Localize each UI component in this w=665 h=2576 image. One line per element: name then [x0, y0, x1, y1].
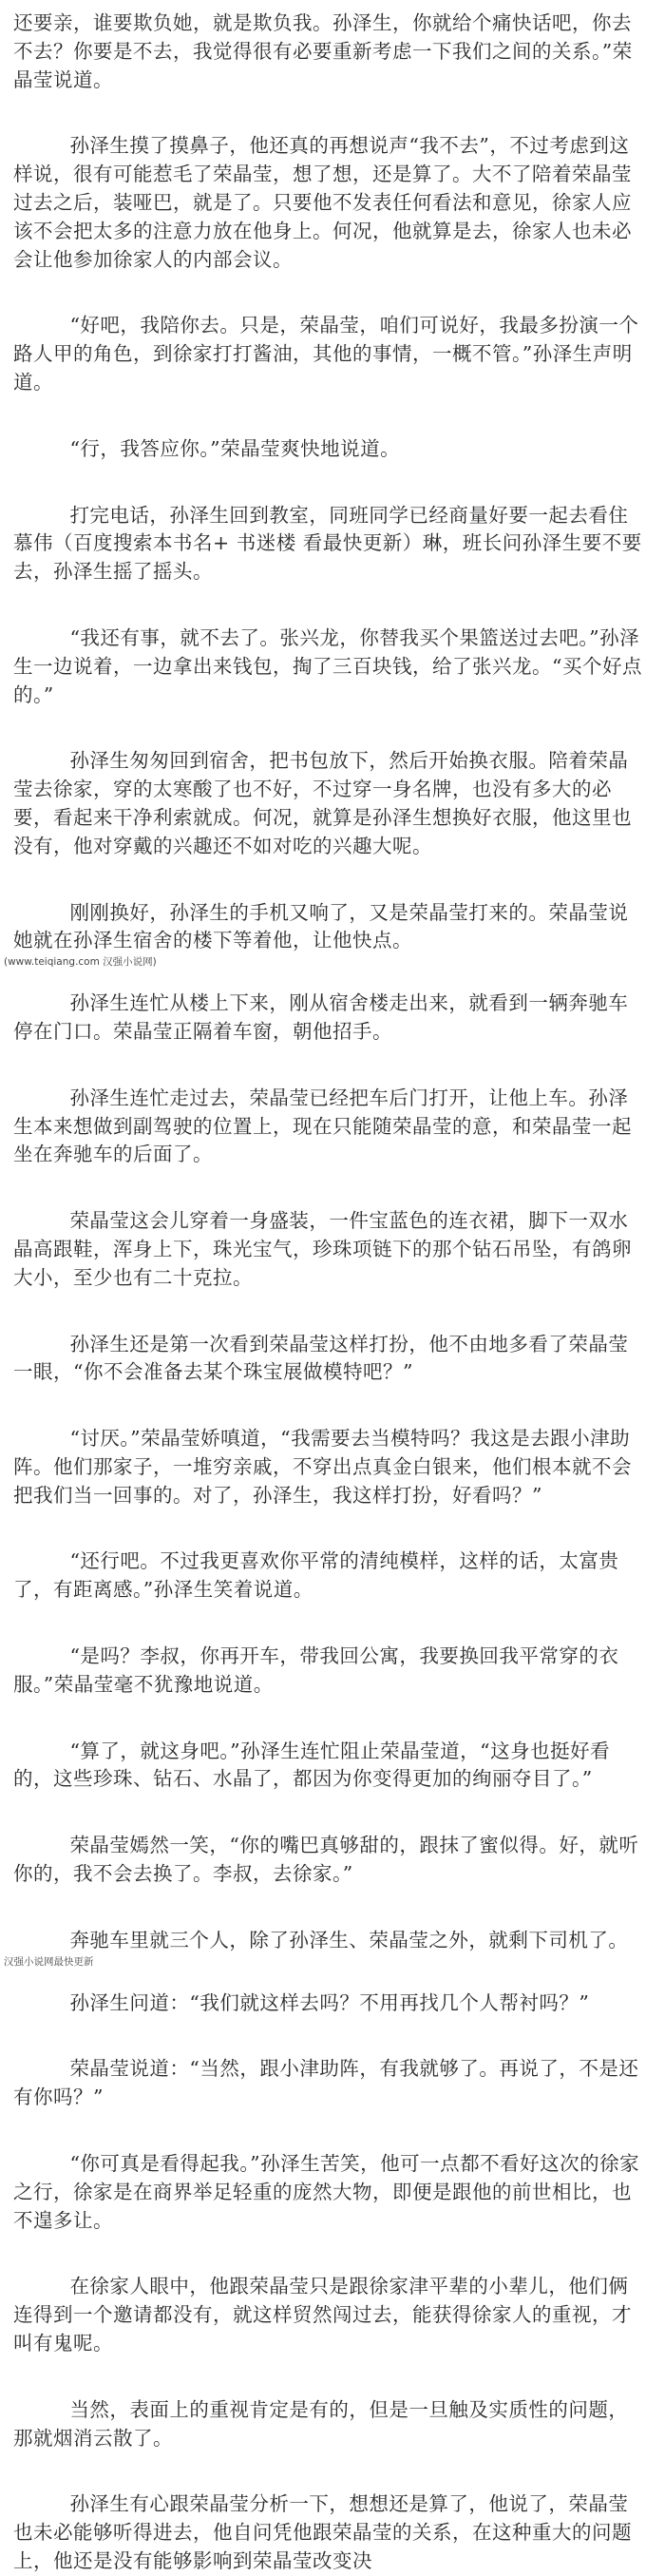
paragraph: “讨厌。”荣晶莹娇嗔道，“我需要去当模特吗？我这是去跟小津助阵。他们那家子，一堆穷亲戚，不穿出点真金白银来，他们根本就不会把我们当一回事的。对了，孙泽生，我这样打扮，好看吗？”	[13, 1427, 632, 1507]
paragraph: 孙泽生连忙从楼上下来，刚从宿舍楼走出来，就看到一辆奔驰车停在门口。荣晶莹正隔着车窗，朝他招手。	[13, 991, 629, 1043]
paragraph: “我还有事，就不去了。张兴龙，你替我买个果篮送过去吧。”孙泽生一边说着，一边拿出来钱包，掏了三百块钱，给了张兴龙。“买个好点的。”	[13, 625, 642, 706]
paragraph: 打完电话，孙泽生回到教室，同班同学已经商量好要一起去看住慕伟（百度搜索本书名+ 书迷楼 看最快更新）琳，班长问孙泽生要不要去，孙泽生摇了摇头。	[13, 503, 642, 584]
paragraph: 孙泽生匆匆回到宿舍，把书包放下，然后开始换衣服。陪着荣晶莹去徐家，穿的太寒酸了也不好，不过穿一身名牌，也没有多大的必要，看起来干净利索就成。何况，就算是孙泽生想换好衣服，他这里也没有，他对穿戴的兴趣还不如对吃的兴趣大呢。	[13, 749, 632, 857]
paragraph: “算了，就这身吧。”孙泽生连忙阻止荣晶莹道，“这身也挺好看的，这些珍珠、钻石、水晶了，都因为你变得更加的绚丽夺目了。”	[13, 1739, 611, 1791]
paragraph: 奔驰车里就三个人，除了孙泽生、荣晶莹之外，就剩下司机了。	[69, 1928, 629, 1951]
paragraph: 刚刚换好，孙泽生的手机又响了，又是荣晶莹打来的。荣晶莹说她就在孙泽生宿舍的楼下等着他，让他快点。	[13, 900, 629, 952]
paragraph: “行，我答应你。”荣晶莹爽快地说道。	[69, 436, 401, 460]
paragraph: 当然，表面上的重视肯定是有的，但是一旦触及实质性的问题，那就烟消云散了。	[13, 2397, 629, 2450]
paragraph: 荣晶莹说道：“当然，跟小津助阵，有我就够了。再说了，不是还有你吗？”	[13, 2057, 639, 2109]
paragraph: 荣晶莹这会儿穿着一身盛装，一件宝蓝色的连衣裙，脚下一双水晶高跟鞋，浑身上下，珠光宝气，珍珠项链下的那个钻石吊坠，有鸽卵大小，至少也有二十克拉。	[13, 1209, 632, 1289]
site-watermark: (www.teiqiang.com 汉强小说网)	[4, 956, 157, 969]
paragraph: “还行吧。不过我更喜欢你平常的清纯模样，这样的话，太富贵了，有距离感。”孙泽生笑着说道。	[13, 1549, 619, 1602]
paragraph: “你可真是看得起我。”孙泽生苦笑，他可一点都不看好这次的徐家之行，徐家是在商界举足轻重的庞然大物，即便是跟他的前世相比，也不遑多让。	[13, 2152, 640, 2232]
paragraph: 荣晶莹嫣然一笑，“你的嘴巴真够甜的，跟抹了蜜似得。好，就听你的，我不会去换了。李叔，去徐家。”	[13, 1834, 639, 1886]
paragraph: 孙泽生还是第一次看到荣晶莹这样打扮，他不由地多看了荣晶莹一眼，“你不会准备去某个珠宝展做模特吧？”	[13, 1332, 629, 1384]
paragraph: “好吧，我陪你去。只是，荣晶莹，咱们可说好，我最多扮演一个路人甲的角色，到徐家打打酱油，其他的事情，一概不管。”孙泽生声明道。	[13, 314, 639, 394]
paragraph: 孙泽生有心跟荣晶莹分析一下，想想还是算了，他说了，荣晶莹也未必能够听得进去，他自问凭他跟荣晶莹的关系，在这种重大的问题上，他还是没有能够影响到荣晶莹改变决	[13, 2492, 632, 2573]
paragraph: 孙泽生问道：“我们就这样去吗？不用再找几个人帮衬吗？”	[69, 1990, 590, 2014]
paragraph: 孙泽生连忙走过去，荣晶莹已经把车后门打开，让他上车。孙泽生本来想做到副驾驶的位置上，现在只能随荣晶莹的意，和荣晶莹一起坐在奔驰车的后面了。	[13, 1086, 632, 1166]
site-watermark: 汉强小说网最快更新	[4, 1955, 94, 1968]
paragraph: 在徐家人眼中，他跟荣晶莹只是跟徐家津平辈的小辈儿，他们俩连得到一个邀请都没有，就这样贸然闯过去，能获得徐家人的重视，才叫有鬼呢。	[13, 2275, 632, 2355]
paragraph: 还要亲，谁要欺负她，就是欺负我。孙泽生，你就给个痛快话吧，你去不去？你要是不去，我觉得很有必要重新考虑一下我们之间的关系。”荣晶莹说道。	[13, 11, 633, 91]
paragraph: 孙泽生摸了摸鼻子，他还真的再想说声“我不去”，不过考虑到这样说，很有可能惹毛了荣晶莹，想了想，还是算了。大不了陪着荣晶莹过去之后，装哑巴，就是了。只要他不发表任何看法和意见，徐家人应该不会把太多的注意力放在他身上。何况，他就算是去，徐家人也未必会让他参加徐家人的内部会议。	[13, 134, 632, 271]
paragraph: “是吗？李叔，你再开车，带我回公寓，我要换回我平常穿的衣服。”荣晶莹毫不犹豫地说道。	[13, 1644, 619, 1696]
